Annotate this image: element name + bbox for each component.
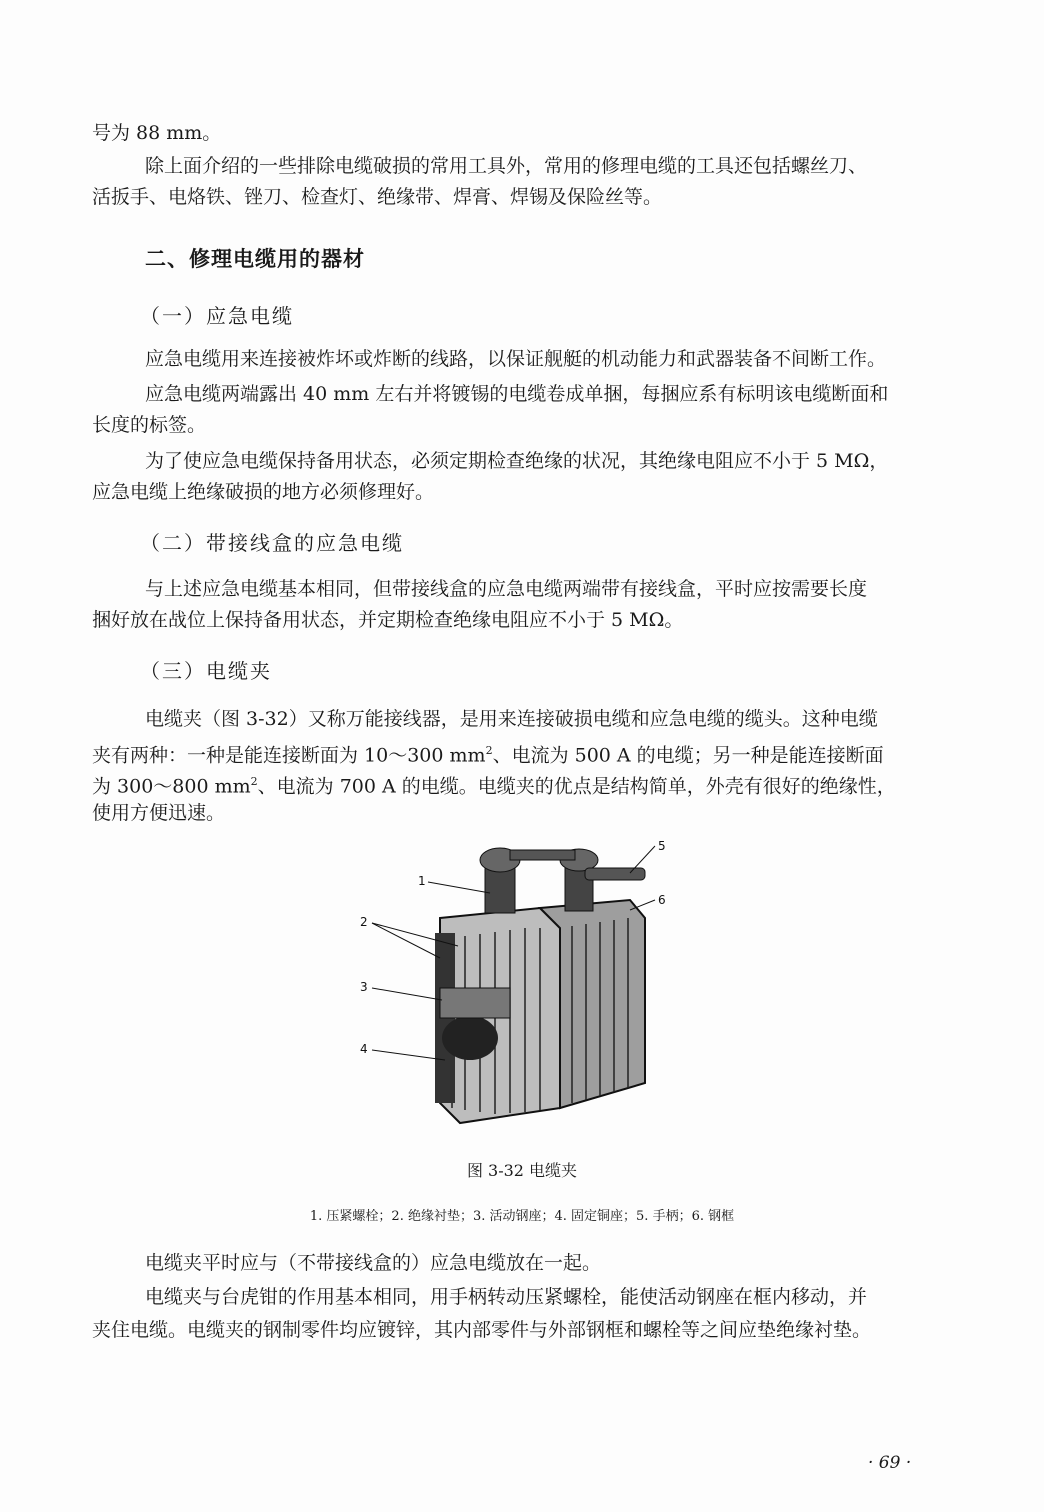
callout-label: 1 bbox=[418, 874, 426, 888]
superscript: 2 bbox=[250, 775, 258, 788]
text-line: 应急电缆用来连接被炸坏或炸断的线路，以保证舰艇的机动能力和武器装备不间断工作。 bbox=[145, 348, 887, 370]
callout-label: 3 bbox=[360, 980, 368, 994]
handle bbox=[585, 868, 645, 880]
section-heading: 二、修理电缆用的器材 bbox=[145, 247, 365, 271]
text-line: 夹住电缆。电缆夹的钢制零件均应镀锌，其内部零件与外部钢框和螺栓等之间应垫绝缘衬垫。 bbox=[92, 1319, 872, 1341]
movable-steel-seat bbox=[440, 988, 510, 1018]
subsection-heading-3: （三）电缆夹 bbox=[140, 659, 272, 683]
text-line: 除上面介绍的一些排除电缆破损的常用工具外，常用的修理电缆的工具还包括螺丝刀、 bbox=[145, 155, 868, 177]
callout-label: 4 bbox=[360, 1042, 368, 1056]
callout-label: 5 bbox=[658, 839, 666, 853]
superscript: 2 bbox=[485, 744, 493, 757]
cable-clamp-figure bbox=[340, 838, 680, 1138]
text-line: 应急电缆两端露出 40 mm 左右并将镀锡的电缆卷成单捆，每捆应系有标明该电缆断面和 bbox=[145, 383, 889, 405]
text-span: 夹有两种：一种是能连接断面为 10～300 mm bbox=[92, 744, 486, 767]
callout-label: 2 bbox=[360, 915, 368, 929]
text-span: 为 300～800 mm bbox=[92, 775, 251, 798]
text-line: 应急电缆上绝缘破损的地方必须修理好。 bbox=[92, 481, 435, 503]
text-line: 捆好放在战位上保持备用状态，并定期检查绝缘电阻应不小于 5 MΩ。 bbox=[92, 609, 684, 631]
fixed-copper-seat bbox=[442, 1016, 498, 1060]
text-line: 电缆夹与台虎钳的作用基本相同，用手柄转动压紧螺栓，能使活动钢座在框内移动，并 bbox=[145, 1286, 868, 1308]
figure-caption: 图 3-32 电缆夹 bbox=[466, 1161, 578, 1180]
text-line: 与上述应急电缆基本相同，但带接线盒的应急电缆两端带有接线盒，平时应按需要长度 bbox=[145, 578, 868, 600]
subsection-heading-2: （二）带接线盒的应急电缆 bbox=[140, 531, 404, 555]
text-line: 使用方便迅速。 bbox=[92, 802, 226, 824]
text-line: 为了使应急电缆保持备用状态，必须定期检查绝缘的状况，其绝缘电阻应不小于 5 MΩ， bbox=[145, 450, 889, 472]
text-span: 、电流为 500 A 的电缆；另一种是能连接断面 bbox=[492, 744, 884, 767]
page-number: · 69 · bbox=[868, 1453, 912, 1473]
text-line: 电缆夹平时应与（不带接线盒的）应急电缆放在一起。 bbox=[145, 1252, 602, 1274]
text-line: 号为 88 mm。 bbox=[92, 122, 222, 144]
text-span: 、电流为 700 A 的电缆。电缆夹的优点是结构简单，外壳有很好的绝缘性， bbox=[257, 775, 896, 798]
text-line: 电缆夹（图 3-32）又称万能接线器，是用来连接破损电缆和应急电缆的缆头。这种电缆 bbox=[145, 708, 878, 730]
subsection-heading-1: （一）应急电缆 bbox=[140, 304, 294, 328]
text-line: 长度的标签。 bbox=[92, 414, 207, 436]
bolt-crossbar bbox=[510, 850, 575, 860]
text-line: 活扳手、电烙铁、锉刀、检查灯、绝缘带、焊膏、焊锡及保险丝等。 bbox=[92, 186, 663, 208]
figure-legend: 1. 压紧螺栓；2. 绝缘衬垫；3. 活动钢座；4. 固定铜座；5. 手柄；6. 钢框 bbox=[309, 1209, 735, 1224]
text-line bbox=[92, 769, 896, 799]
callout-label: 6 bbox=[658, 893, 666, 907]
text-line bbox=[92, 738, 884, 768]
